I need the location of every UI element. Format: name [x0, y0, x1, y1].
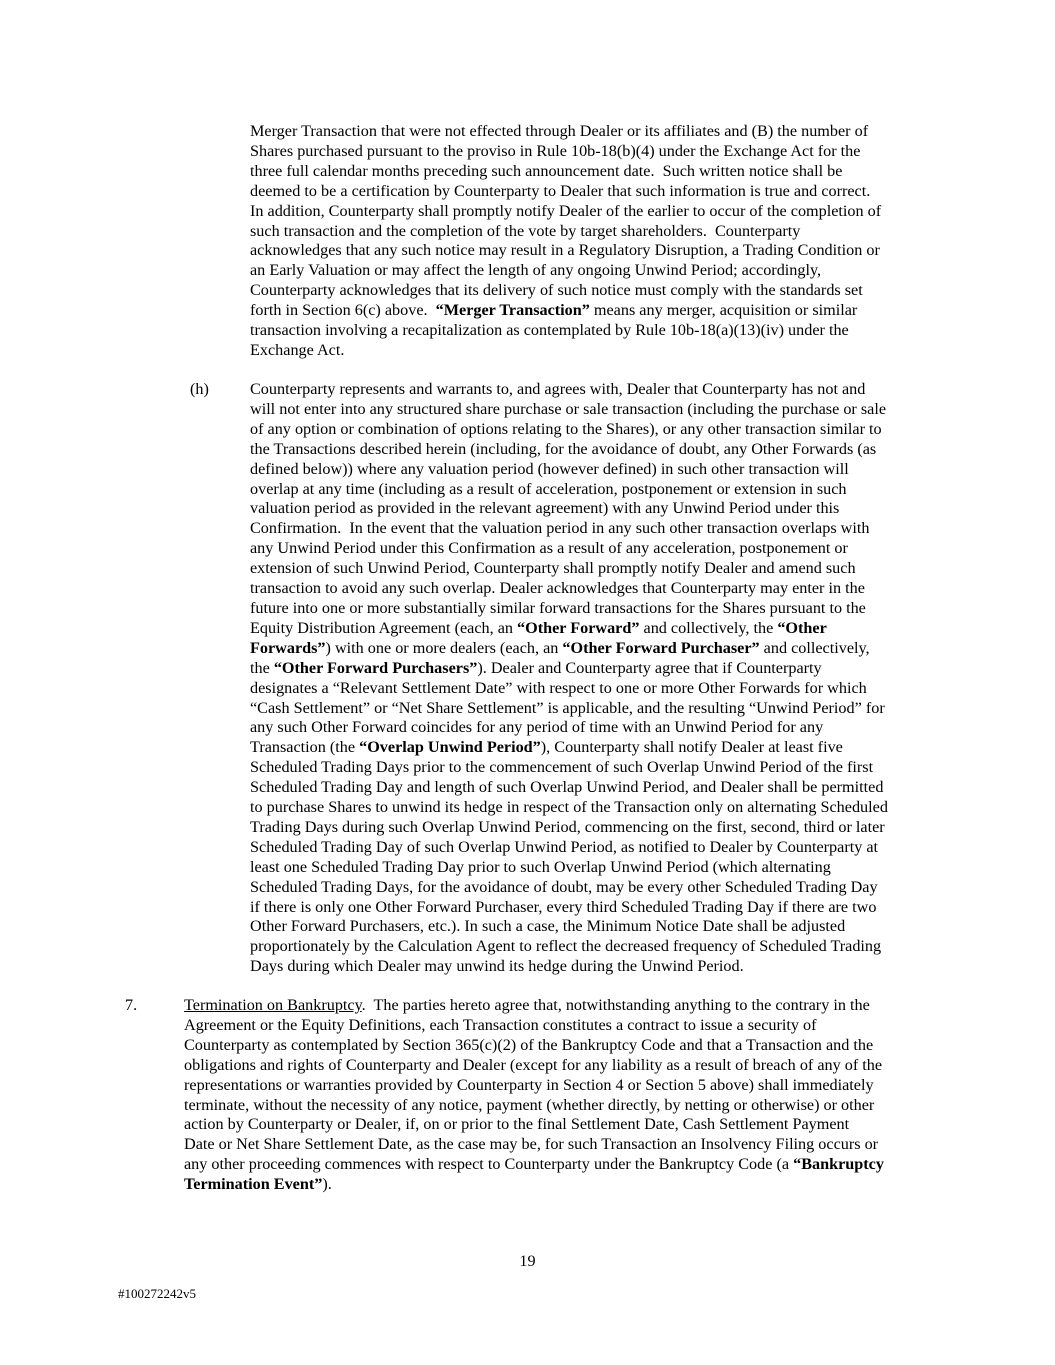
text-run: Confirmation. In the event that the valuation period in any such other transaction overlaps with	[250, 519, 870, 538]
text-line	[184, 1016, 884, 1036]
text-line	[184, 1096, 884, 1116]
text-run: Counterparty represents and warrants to, and agrees with, Dealer that Counterparty has not and	[250, 380, 866, 398]
text-run: if there is only one Other Forward Purchaser, every third Scheduled Trading Day if there are two	[250, 897, 877, 916]
text-run: extension of such Unwind Period, Counterparty shall promptly notify Dealer and amend such	[250, 559, 856, 578]
defined-term: “Merger Transaction”	[435, 301, 590, 320]
defined-term: Termination Event”	[184, 1175, 323, 1194]
text-run: obligations and rights of Counterparty and Dealer (except for any liability as a result of breach of any of the	[184, 1055, 883, 1074]
text-run: any such Other Forward coincides for any period of time with an Unwind Period for any	[250, 718, 824, 737]
text-line	[250, 738, 888, 758]
text-line	[250, 718, 888, 738]
text-run: will not enter into any structured share purchase or sale transaction (including the purchase or sale	[250, 399, 887, 418]
text-run: Scheduled Trading Day of such Overlap Unwind Period, as notified to Dealer by Counterparty at	[250, 837, 879, 856]
text-line	[250, 301, 881, 321]
text-line	[250, 917, 888, 937]
text-run: forth in Section 6(c) above.	[250, 301, 436, 320]
text-line	[250, 878, 888, 898]
text-line	[184, 1155, 884, 1175]
text-line	[250, 420, 888, 440]
text-line	[250, 321, 881, 341]
text-line	[250, 261, 881, 281]
text-run: acknowledges that any such notice may result in a Regulatory Disruption, a Trading Condition or	[250, 241, 880, 260]
text-line	[250, 499, 888, 519]
underlined-heading: Termination on Bankruptcy	[184, 996, 362, 1014]
text-line	[250, 202, 881, 222]
text-run: Exchange Act.	[250, 340, 345, 359]
text-run: ).	[322, 1175, 332, 1194]
text-run: Days during which Dealer may unwind its hedge during the Unwind Period.	[250, 957, 744, 976]
text-run: and collectively, the	[639, 618, 778, 637]
text-line	[250, 579, 888, 599]
text-run: overlap at any time (including as a result of acceleration, postponement or extension in such	[250, 479, 847, 498]
section-7-number: 7.	[125, 996, 138, 1014]
text-run: terminate, without the necessity of any notice, payment (whether directly, by netting or otherwise) or other	[184, 1095, 875, 1114]
text-run: to purchase Shares to unwind its hedge in respect of the Transaction only on alternating Scheduled	[250, 798, 888, 817]
text-run: . The parties hereto agree that, notwithstanding anything to the contrary in the	[361, 996, 870, 1014]
text-run: “Cash Settlement” or “Net Share Settlement” is applicable, and the resulting “Unwind Period” for	[250, 698, 885, 717]
text-line	[250, 898, 888, 918]
text-line	[250, 778, 888, 798]
text-line	[250, 460, 888, 480]
text-line	[250, 619, 888, 639]
text-run: Counterparty as contemplated by Section 365(c)(2) of the Bankruptcy Code and that a Transaction and the	[184, 1035, 874, 1054]
text-run: an Early Valuation or may affect the length of any ongoing Unwind Period; accordingly,	[250, 261, 822, 280]
paragraph-clause-h	[190, 380, 888, 977]
text-line	[184, 1056, 884, 1076]
text-run: Agreement or the Equity Definitions, each Transaction constitutes a contract to issue a security of	[184, 1015, 817, 1034]
defined-term: “Overlap Unwind Period”	[359, 738, 541, 757]
text-line	[250, 639, 888, 659]
text-run: three full calendar months preceding such announcement date. Such written notice shall be	[250, 161, 843, 180]
text-run: least one Scheduled Trading Day prior to such Overlap Unwind Period (which alternating	[250, 857, 831, 876]
text-run: designates a “Relevant Settlement Date” with respect to one or more Other Forwards for which	[250, 678, 867, 697]
text-line	[250, 758, 888, 778]
text-run: Other Forward Purchasers, etc.). In such a case, the Minimum Notice Date shall be adjusted	[250, 917, 846, 936]
text-run: ). Dealer and Counterparty agree that if Counterparty	[477, 658, 822, 677]
text-run: Scheduled Trading Days, for the avoidance of doubt, may be every other Scheduled Trading Day	[250, 877, 878, 896]
text-run: Scheduled Trading Days prior to the commencement of such Overlap Unwind Period of the first	[250, 758, 874, 777]
text-line	[250, 241, 881, 261]
text-run: ), Counterparty shall notify Dealer at least five	[540, 738, 843, 757]
defined-term: “Bankruptcy	[793, 1155, 884, 1174]
text-line	[250, 281, 881, 301]
text-run: Shares purchased pursuant to the proviso in Rule 10b-18(b)(4) under the Exchange Act for the	[250, 141, 861, 160]
text-run: Equity Distribution Agreement (each, an	[250, 618, 518, 637]
document-id-footer: #100272242v5	[118, 1286, 196, 1301]
text-line	[184, 1036, 884, 1056]
paragraph-section-7-termination-on-bankruptcy	[125, 996, 884, 1195]
text-line	[250, 957, 888, 977]
text-line	[250, 142, 881, 162]
text-line	[184, 996, 884, 1016]
text-line	[250, 659, 888, 679]
text-line	[184, 1175, 884, 1195]
text-run: the Transactions described herein (including, for the avoidance of doubt, any Other Forwards (as	[250, 439, 877, 458]
defined-term: “Other	[777, 618, 827, 637]
text-run: action by Counterparty or Dealer, if, on or prior to the final Settlement Date, Cash Settlement Payment	[184, 1115, 850, 1134]
defined-term: “Other Forward Purchasers”	[273, 658, 478, 677]
text-run: ) with one or more dealers (each, an	[325, 638, 563, 657]
text-run: any other proceeding commences with respect to Counterparty under the Bankruptcy Code (a	[184, 1155, 794, 1174]
clause-h-label: (h)	[190, 380, 209, 398]
text-run: Transaction (the	[250, 738, 360, 757]
text-run: transaction involving a recapitalization as contemplated by Rule 10b-18(a)(13)(iv) under the	[250, 321, 849, 340]
text-line	[184, 1115, 884, 1135]
clause-h-text	[250, 380, 888, 977]
section-7-text	[184, 996, 884, 1195]
defined-term: “Other Forward Purchaser”	[562, 638, 760, 657]
text-line	[250, 519, 888, 539]
text-line	[250, 679, 888, 699]
text-run: Scheduled Trading Day and length of such Overlap Unwind Period, and Dealer shall be permitted	[250, 778, 884, 797]
text-line	[250, 699, 888, 719]
text-line	[250, 818, 888, 838]
text-line	[250, 858, 888, 878]
paragraph-merger-transaction-continuation	[250, 122, 881, 361]
text-line	[250, 400, 888, 420]
text-line	[184, 1076, 884, 1096]
text-line	[250, 539, 888, 559]
text-line	[250, 122, 881, 142]
text-run: such transaction and the completion of the vote by target shareholders. Counterparty	[250, 221, 801, 240]
text-run: deemed to be a certification by Counterparty to Dealer that such information is true and correct.	[250, 181, 871, 200]
text-line	[250, 599, 888, 619]
text-run: of any option or combination of options relating to the Shares), or any other transaction similar to	[250, 419, 882, 438]
text-run: Date or Net Share Settlement Date, as the case may be, for such Transaction an Insolvency Filing occurs or	[184, 1135, 879, 1154]
text-line	[250, 380, 888, 400]
text-run: the	[250, 658, 274, 677]
text-run: representations or warranties provided by Counterparty in Section 4 or Section 5 above) shall immediately	[184, 1075, 874, 1094]
text-line	[250, 480, 888, 500]
text-line	[250, 559, 888, 579]
text-line	[250, 798, 888, 818]
text-run: means any merger, acquisition or similar	[589, 301, 858, 320]
text-line	[184, 1135, 884, 1155]
text-run: future into one or more substantially similar forward transactions for the Shares pursuant to the	[250, 598, 866, 617]
text-run: transaction to avoid any such overlap. Dealer acknowledges that Counterparty may enter in the	[250, 579, 865, 598]
text-line	[250, 341, 881, 361]
text-run: In addition, Counterparty shall promptly notify Dealer of the earlier to occur of the completion of	[250, 201, 882, 220]
text-run: and collectively,	[759, 638, 870, 657]
text-run: valuation period as provided in the relevant agreement) with any Unwind Period under this	[250, 499, 840, 518]
text-line	[250, 440, 888, 460]
text-run: Merger Transaction that were not effected through Dealer or its affiliates and (B) the number of	[250, 122, 869, 140]
text-run: proportionately by the Calculation Agent to reflect the decreased frequency of Scheduled Trading	[250, 937, 882, 956]
defined-term: “Other Forward”	[517, 618, 640, 637]
text-run: any Unwind Period under this Confirmation as a result of any acceleration, postponement or	[250, 539, 848, 558]
page-number: 19	[519, 1252, 536, 1270]
text-run: Trading Days during such Overlap Unwind Period, commencing on the first, second, third or later	[250, 817, 885, 836]
text-line	[250, 162, 881, 182]
text-line	[250, 838, 888, 858]
text-line	[250, 937, 888, 957]
defined-term: Forwards”	[250, 638, 326, 657]
text-run: defined below)) where any valuation period (however defined) in such other transaction will	[250, 459, 849, 478]
text-line	[250, 222, 881, 242]
text-run: Counterparty acknowledges that its delivery of such notice must comply with the standards set	[250, 281, 863, 300]
text-line	[250, 182, 881, 202]
